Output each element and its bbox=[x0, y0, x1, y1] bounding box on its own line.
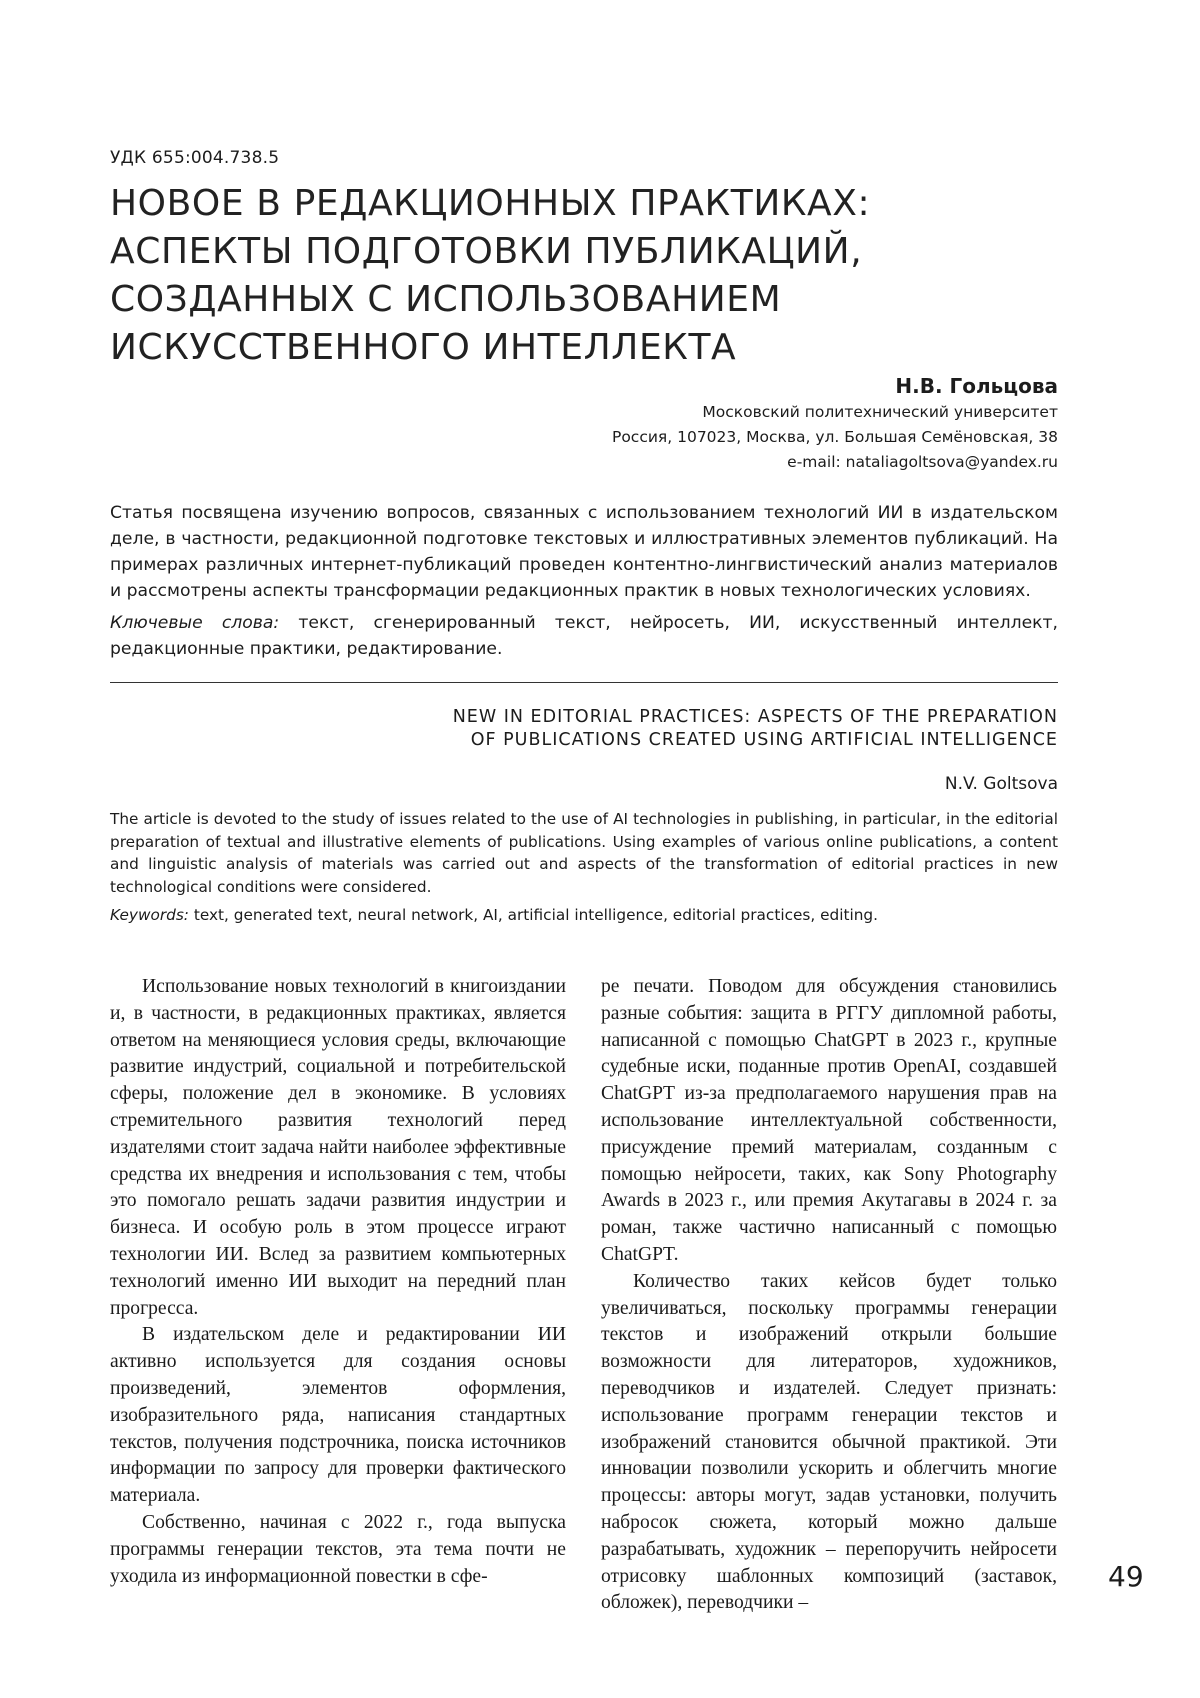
author-affiliation: Московский политехнический университет bbox=[702, 403, 1058, 421]
title-en-line: OF PUBLICATIONS CREATED USING ARTIFICIAL INTELLIGENCE bbox=[470, 730, 1058, 750]
title-line: СОЗДАННЫХ С ИСПОЛЬЗОВАНИЕМ bbox=[110, 279, 782, 320]
abstract-ru-text: Статья посвящена изучению вопросов, связанных с использованием технологий ИИ в издательском деле, в частности, редакционной подготовке текстовых и иллюстративных элементов публикаций. На примерах различных интернет-публикаций проведен контентно-лингвистический анализ материалов и рассмотрены аспекты трансформации редакционных практик в новых технологических условиях. bbox=[110, 503, 1058, 601]
article-title bbox=[110, 180, 1010, 372]
author-name-en: N.V. Goltsova bbox=[944, 774, 1058, 794]
body-column-left bbox=[110, 974, 566, 1590]
body-paragraph: Использование новых технологий в книгоиздании и, в частности, в редакционных практиках, является ответом на меняющиеся условия среды, включающие развитие индустрий, социальной и потребительской сферы, положение дел в экономике. В условиях стремительного развития технологий перед издателями стоит задача найти наиболее эффективные средства их внедрения и использования с тем, чтобы это помогало решать задачи развития индустрии и бизнеса. И особую роль в этом процессе играют технологии ИИ. Вслед за развитием компьютерных технологий именно ИИ выходит на передний план прогресса. bbox=[110, 976, 566, 1319]
author-block bbox=[612, 372, 1058, 475]
keywords-ru-list: текст, сгенерированный текст, нейросеть, ИИ, искусственный интеллект, редакционные практики, редактирование. bbox=[110, 613, 1058, 659]
keywords-en-list: text, generated text, neural network, AI, artificial intelligence, editorial practices, editing. bbox=[188, 906, 878, 924]
body-paragraph: В издательском деле и редактировании ИИ активно используется для создания основы произведений, элементов оформления, изобразительного ряда, написания стандартных текстов, получения подстрочника, поиска источников информации по запросу для проверки фактического материала. bbox=[110, 1324, 566, 1507]
author-address: Россия, 107023, Москва, ул. Большая Семёновская, 38 bbox=[611, 428, 1058, 446]
keywords-en-label: Keywords: bbox=[110, 906, 189, 924]
body-column-right bbox=[601, 974, 1057, 1617]
keywords-en bbox=[110, 904, 1058, 927]
title-line: НОВОЕ В РЕДАКЦИОННЫХ ПРАКТИКАХ: bbox=[110, 183, 871, 224]
body-paragraph: Количество таких кейсов будет только увеличиваться, поскольку программы генерации текстов и изображений открыли большие возможности для литераторов, художников, переводчиков и издателей. Следует признать: использование программ генерации текстов и изображений становится обычной практикой. Эти инновации позволили ускорить и облегчить многие процессы: авторы могут, задав установки, получить набросок сюжета, который можно дальше разрабатывать, художник – перепоручить нейросети отрисовку шаблонных композиций (заставок, обложек), переводчики – bbox=[601, 1270, 1057, 1614]
abstract-ru bbox=[110, 500, 1058, 662]
abstract-en-text: The article is devoted to the study of issues related to the use of AI technologies in publishing, in particular, in the editorial preparation of textual and illustrative elements of publications. Using examples of various online publications, a content and linguistic analysis of materials was carried out and aspects of the transformation of editorial practices in new technological conditions were considered. bbox=[110, 810, 1058, 896]
section-divider bbox=[110, 682, 1058, 683]
author-name: Н.В. Гольцова bbox=[895, 374, 1058, 398]
keywords-ru-label: Ключевые слова: bbox=[110, 613, 280, 633]
page-number: 49 bbox=[1108, 1560, 1144, 1593]
keywords-ru bbox=[110, 610, 1058, 662]
title-line: ИСКУССТВЕННОГО ИНТЕЛЛЕКТА bbox=[110, 327, 737, 368]
abstract-en bbox=[110, 808, 1058, 927]
title-en-line: NEW IN EDITORIAL PRACTICES: ASPECTS OF THE PREPARATION bbox=[452, 707, 1058, 727]
udk-code: УДК 655:004.738.5 bbox=[110, 148, 280, 168]
title-line: АСПЕКТЫ ПОДГОТОВКИ ПУБЛИКАЦИЙ, bbox=[110, 231, 863, 272]
author-email: e-mail: nataliagoltsova@yandex.ru bbox=[787, 453, 1058, 471]
body-paragraph: Собственно, начиная с 2022 г., года выпуска программы генерации текстов, эта тема почти не уходила из информационной повестки в сфе- bbox=[110, 1511, 566, 1587]
body-paragraph: ре печати. Поводом для обсуждения становились разные события: защита в РГГУ дипломной работы, написанной с помощью ChatGPT в 2023 г., крупные судебные иски, поданные против OpenAI, создавшей ChatGPT из-за предполагаемого нарушения прав на использование интеллектуальной собственности, присуждение премий материалам, созданным с помощью нейросети, таких, как Sony Photography Awards в 2023 г., или премия Акутагавы в 2024 г. за роман, также частично написанный с помощью ChatGPT. bbox=[601, 976, 1057, 1265]
article-title-en bbox=[453, 706, 1058, 752]
